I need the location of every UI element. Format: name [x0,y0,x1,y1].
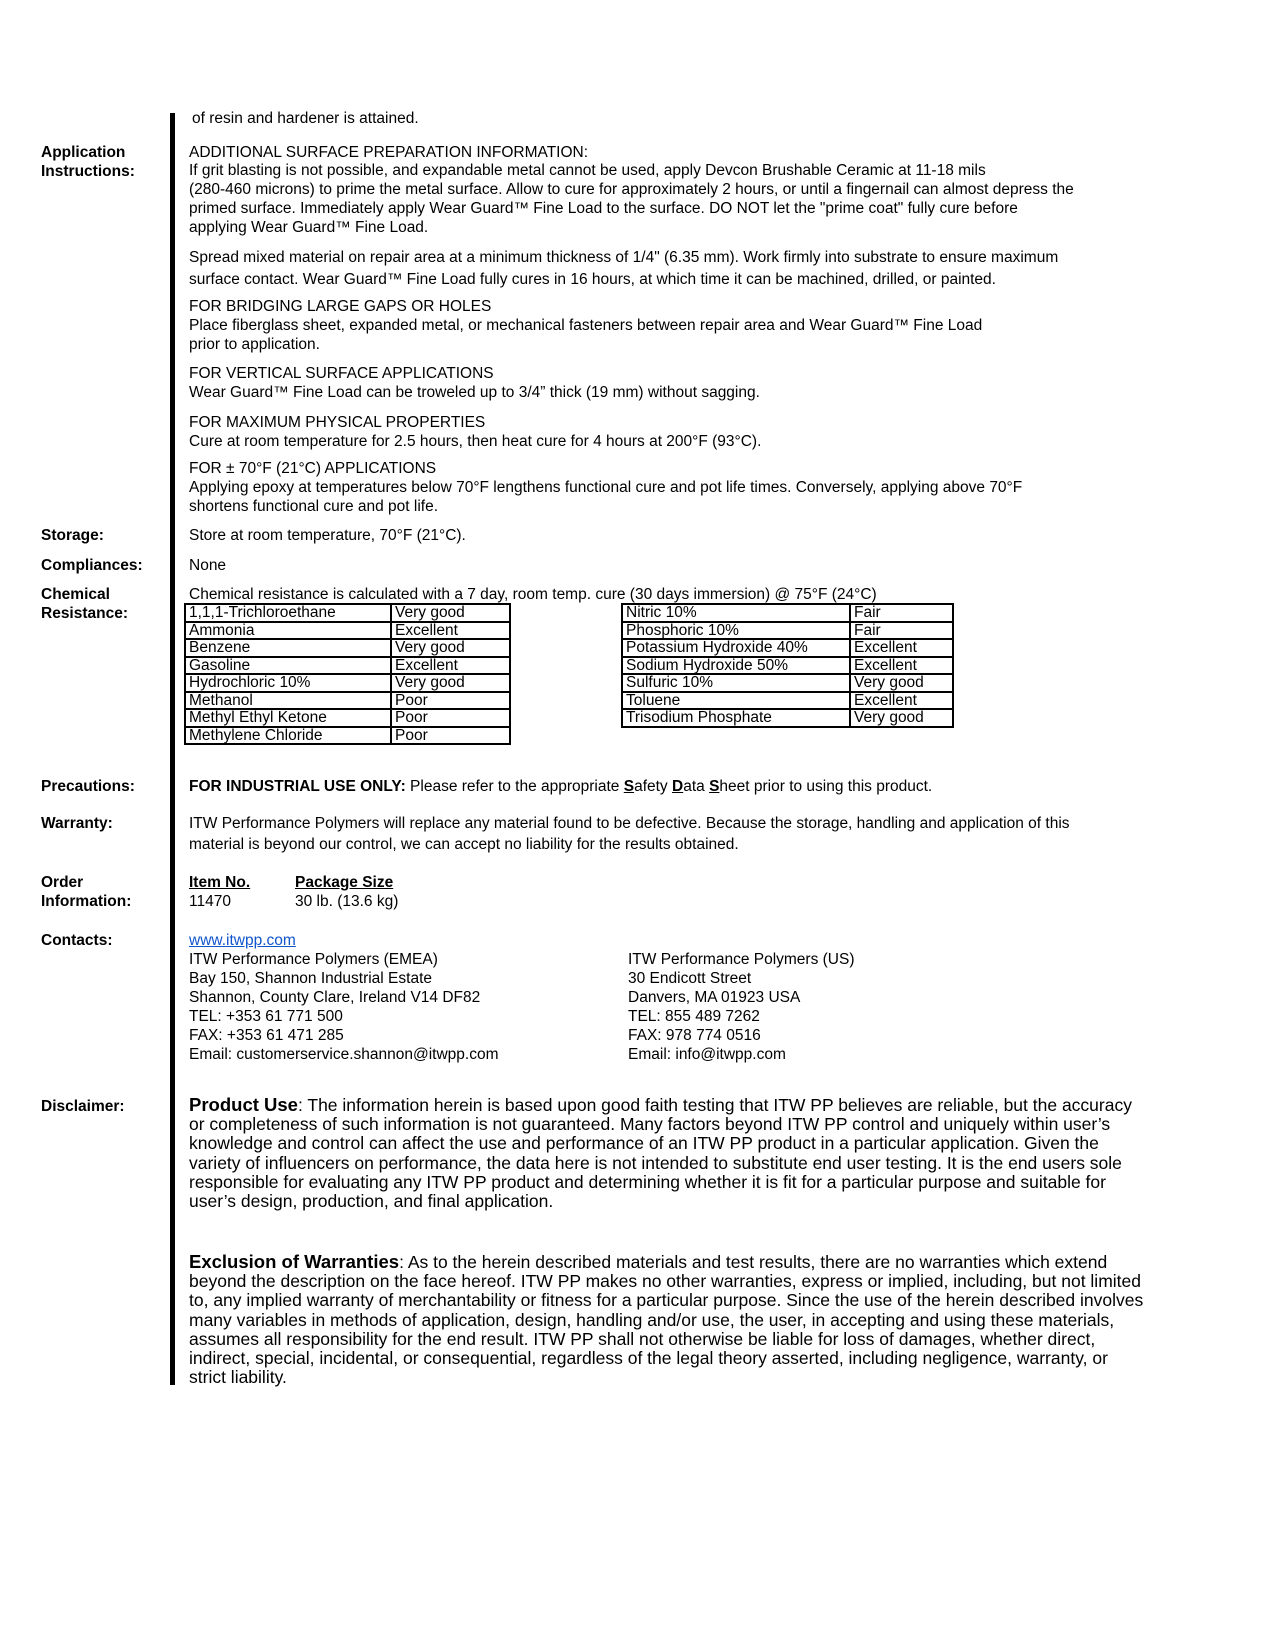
temperature-text: Applying epoxy at temperatures below 70°F lengthens functional cure and pot life times. Conversely, applying above 70°F shortens functional cure and pot life. [189,479,1023,515]
chemical-table-left [184,603,511,745]
chemical-note: Chemical resistance is calculated with a 7 day, room temp. cure (30 days immersion) @ 75°F (24°C) [189,586,877,603]
label-storage: Storage: [41,527,104,544]
table-row: Potassium Hydroxide 40% Excellent [622,639,953,657]
table-row: Toluene Excellent [622,692,953,710]
bridging-text: Place fiberglass sheet, expanded metal, or mechanical fasteners between repair area and Wear Guard™ Fine Load prior to application. [189,317,983,353]
website-link[interactable]: www.itwpp.com [189,932,296,949]
table-row: Hydrochloric 10% Very good [185,674,510,692]
product-use-paragraph: Product Use: The information herein is based upon good faith testing that ITW PP believes are reliable, but the accuracy or completeness of such information is not guaranteed. Many factors beyond ITW PP control and uniquely within user’s knowledge and control can affect the use and performance of an ITW PP product in a particular application. Given the variety of influencers on performance, the data here is not intended to substitute end user testing. It is the end users sole responsible for evaluating any ITW PP product and determining whether it is fit for a particular purpose and suitable for user’s design, production, and final application. [189,1094,1132,1212]
spread-instructions: Spread mixed material on repair area at a minimum thickness of 1/4" (6.35 mm). Work firmly into substrate to ensure maximum surface contact. Wear Guard™ Fine Load fully cures in 16 hours, at which time it can be machined, drilled, or painted. [189,249,1059,288]
label-contacts: Contacts: [41,932,113,949]
label-chemical-resistance: Chemical Resistance: [41,586,129,622]
table-row: Gasoline Excellent [185,657,510,675]
temperature-heading: FOR ± 70°F (21°C) APPLICATIONS [189,460,437,477]
order-item-number: 11470 [189,893,231,910]
table-row: 1,1,1-Trichloroethane Very good [185,604,510,622]
table-row: Sodium Hydroxide 50% Excellent [622,657,953,675]
table-row: Sulfuric 10% Very good [622,674,953,692]
additional-prep-text: If grit blasting is not possible, and expandable metal cannot be used, apply Devcon Brushable Ceramic at 11-18 mils (280-460 microns) to prime the metal surface. Allow to cure for approximately 2 hours, or until a fingernail can almost depress the primed surface. Immediately apply Wear Guard™ Fine Load to the surface. DO NOT let the "prime coat" fully cure before applying Wear Guard™ Fine Load. [189,162,1074,236]
table-row: Benzene Very good [185,639,510,657]
label-application-instructions: Application Instructions: [41,144,135,180]
additional-prep-heading: ADDITIONAL SURFACE PREPARATION INFORMATION: [189,144,589,161]
vertical-text: Wear Guard™ Fine Load can be troweled up to 3/4” thick (19 mm) without sagging. [189,384,760,401]
product-use-heading: Product Use [189,1094,298,1115]
industrial-use-notice: FOR INDUSTRIAL USE ONLY: [189,778,406,795]
table-row: Methanol Poor [185,692,510,710]
table-row: Trisodium Phosphate Very good [622,709,953,727]
intro-line: of resin and hardener is attained. [192,110,419,127]
compliances-text: None [189,557,227,574]
order-package-header: Package Size [295,874,394,891]
table-row: Nitric 10% Fair [622,604,953,622]
storage-text: Store at room temperature, 70°F (21°C). [189,527,466,544]
label-warranty: Warranty: [41,815,113,832]
order-package-size: 30 lb. (13.6 kg) [295,893,399,910]
contact-us: ITW Performance Polymers (US) 30 Endicott Street Danvers, MA 01923 USA TEL: 855 489 7262 FAX: 978 774 0516 Email: info@itwpp.com [628,951,855,1063]
contact-emea: ITW Performance Polymers (EMEA) Bay 150, Shannon Industrial Estate Shannon, County Clare, Ireland V14 DF82 TEL: +353 61 771 500 FAX: +353 61 471 285 Email: customerservice.shannon@itwpp.com [189,951,499,1063]
max-physical-heading: FOR MAXIMUM PHYSICAL PROPERTIES [189,414,486,431]
table-row: Methylene Chloride Poor [185,727,510,745]
exclusion-paragraph: Exclusion of Warranties: As to the herein described materials and test results, there are no warranties which extend beyond the description on the face hereof. ITW PP makes no other warranties, express or implied, including, but not limited to, any implied warranty of merchantability or fitness for a particular purpose. Since the use of the herein described involves many variables in methods of application, design, handling and/or use, the user, in accepting and using these materials, assumes all responsibility for the end result. ITW PP shall not otherwise be liable for loss of damages, whether direct, indirect, special, incidental, or consequential, regardless of the legal theory asserted, including negligence, warranty, or strict liability. [189,1251,1144,1388]
order-item-header: Item No. [189,874,251,891]
section-divider-bar [170,113,175,1385]
label-compliances: Compliances: [41,557,143,574]
precautions-text: FOR INDUSTRIAL USE ONLY: Please refer to the appropriate Safety Data Sheet prior to using this product. [189,778,933,795]
exclusion-heading: Exclusion of Warranties [189,1251,400,1272]
table-row: Ammonia Excellent [185,622,510,640]
label-precautions: Precautions: [41,778,135,795]
vertical-heading: FOR VERTICAL SURFACE APPLICATIONS [189,365,494,382]
label-disclaimer: Disclaimer: [41,1098,125,1115]
table-row: Methyl Ethyl Ketone Poor [185,709,510,727]
bridging-heading: FOR BRIDGING LARGE GAPS OR HOLES [189,298,492,315]
chemical-table-right [621,603,954,728]
max-physical-text: Cure at room temperature for 2.5 hours, then heat cure for 4 hours at 200°F (93°C). [189,433,762,450]
table-row: Phosphoric 10% Fair [622,622,953,640]
label-order-information: Order Information: [41,874,132,910]
warranty-text: ITW Performance Polymers will replace any material found to be defective. Because the storage, handling and application of this material is beyond our control, we can accept no liability for the results obtained. [189,815,1070,853]
